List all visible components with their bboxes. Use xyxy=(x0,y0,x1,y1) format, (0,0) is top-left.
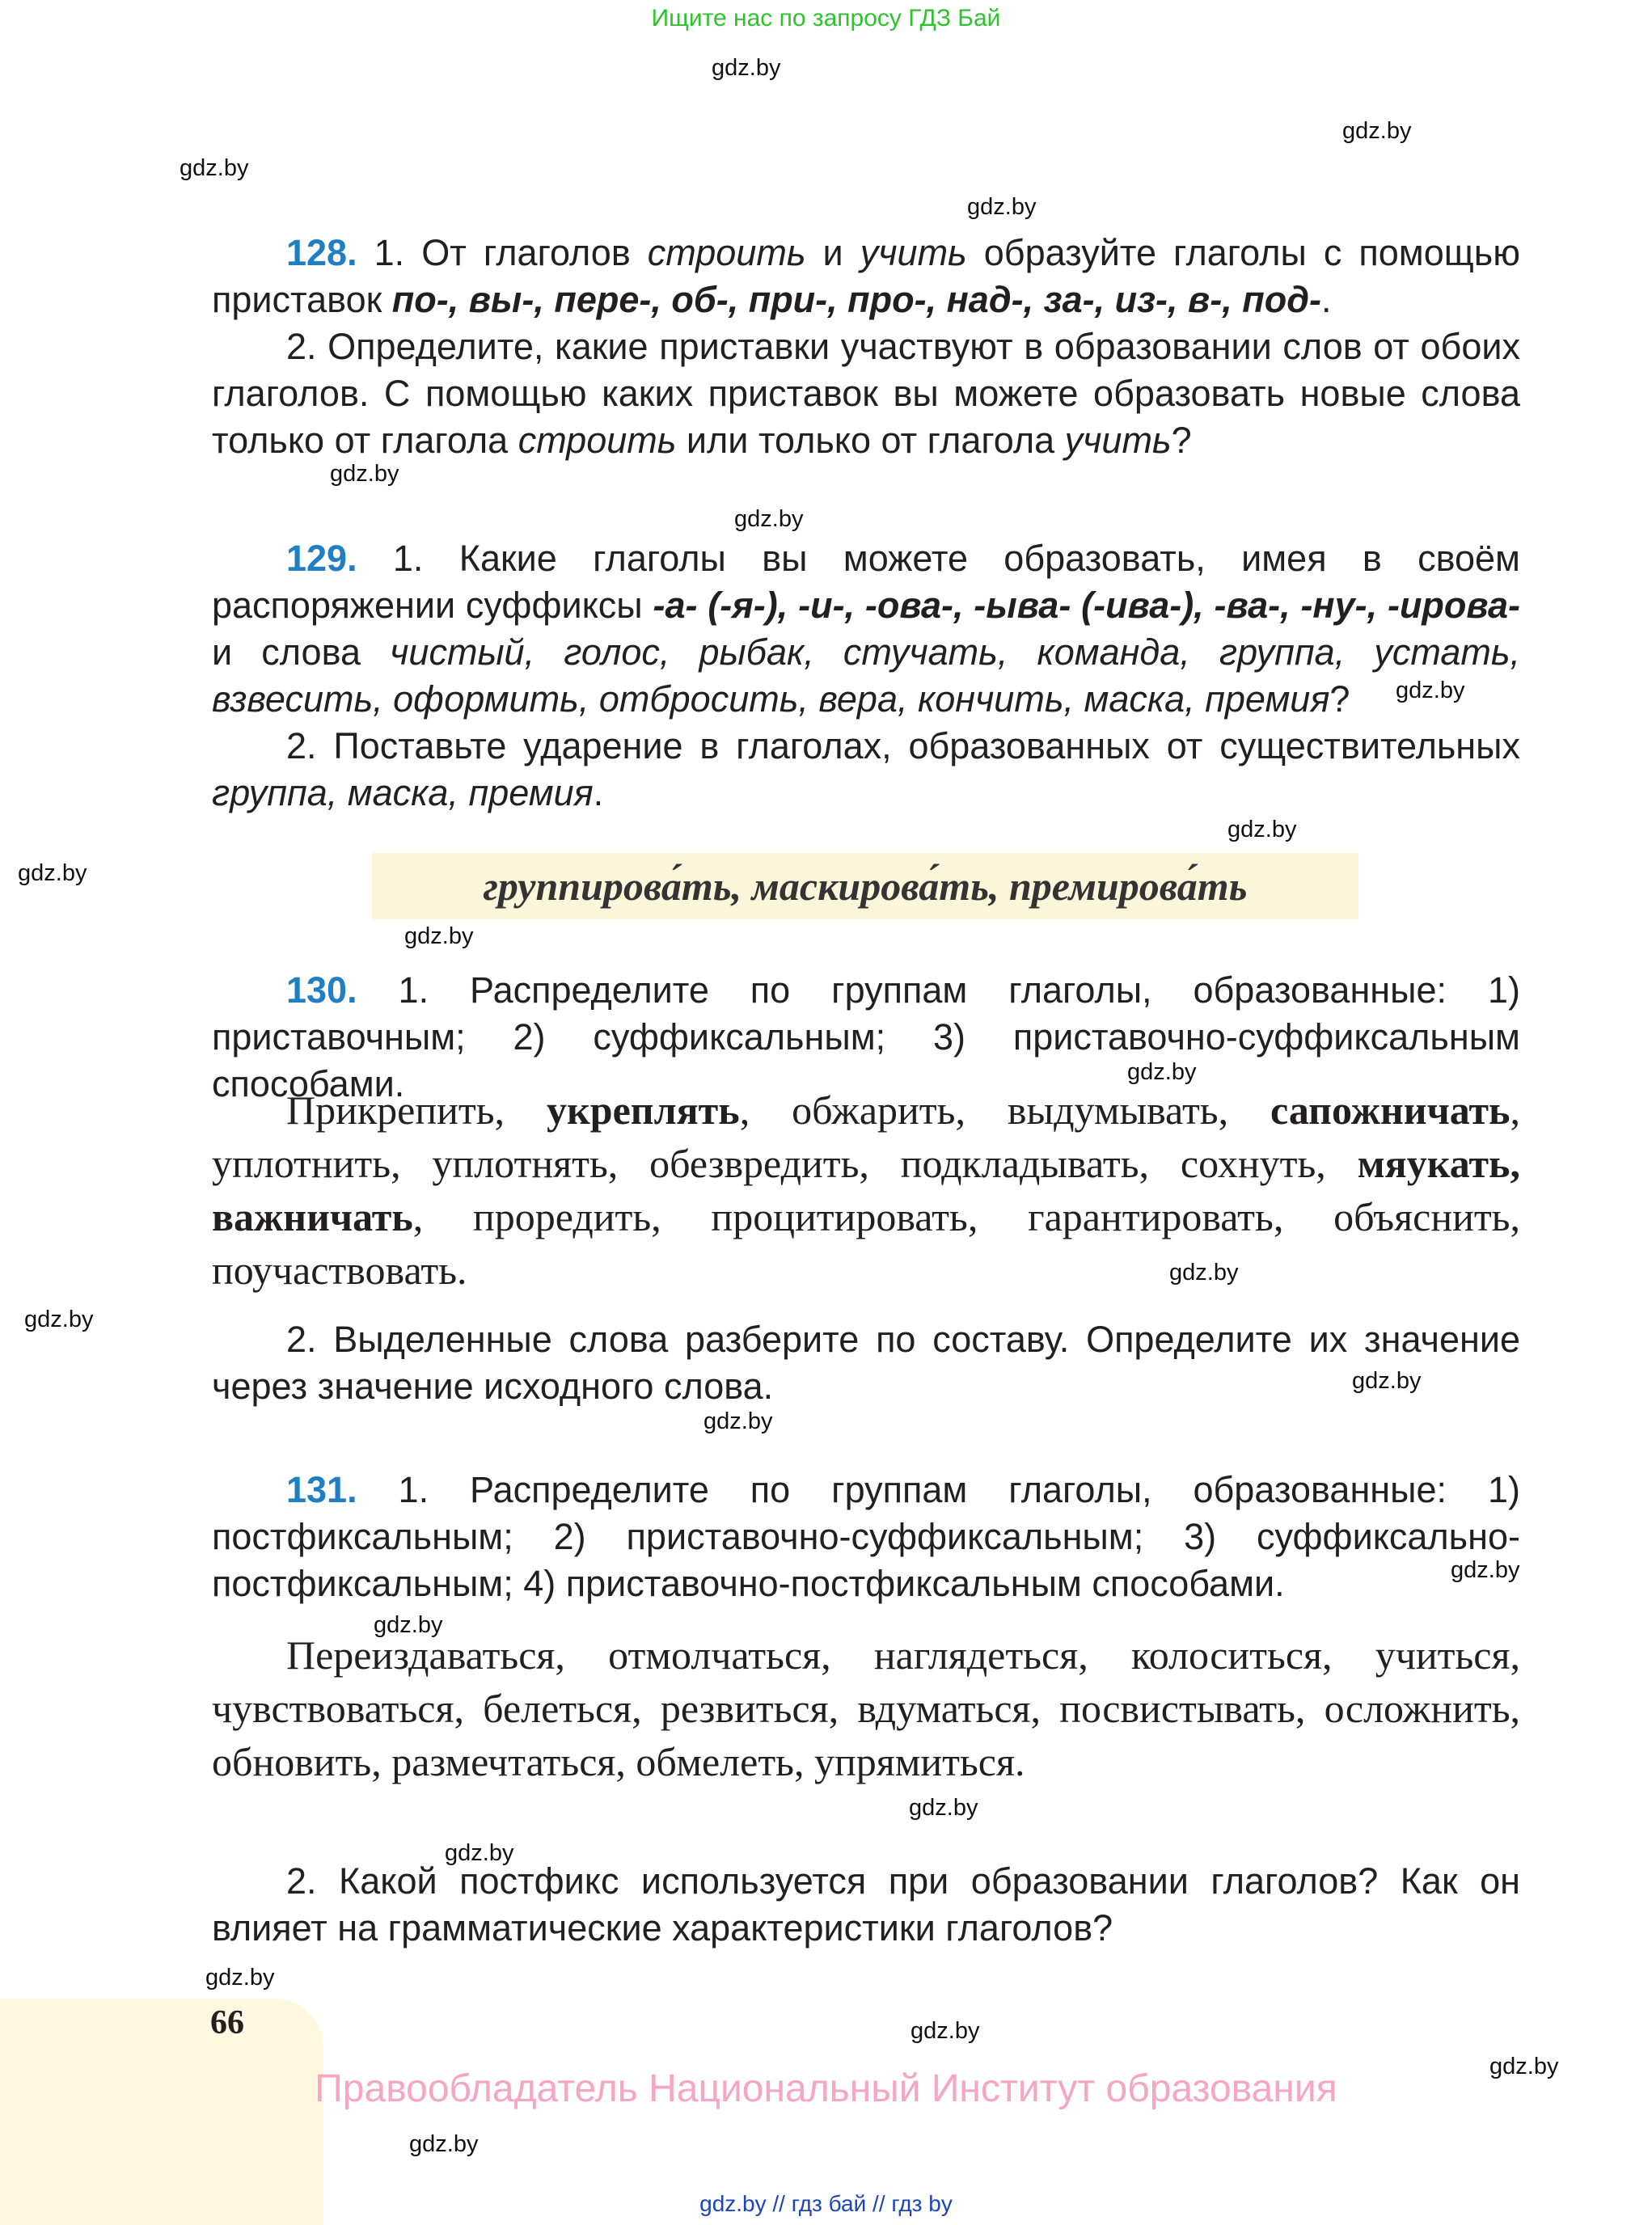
task-number: 129. xyxy=(286,538,357,579)
task-131-part-1 xyxy=(212,1467,1520,1607)
watermark: gdz.by xyxy=(911,2018,980,2044)
text: 2. Какой постфикс используется при образовании глаголов? Как он влияет на грамматические характеристики глаголов? xyxy=(212,1860,1520,1948)
highlighted-word: сапожничать xyxy=(1270,1087,1510,1133)
watermark: gdz.by xyxy=(24,1307,94,1332)
watermark: gdz.by xyxy=(1342,118,1412,144)
watermark: gdz.by xyxy=(205,1965,275,1991)
watermark: gdz.by xyxy=(734,506,804,532)
text: 2. Выделенные слова разберите по составу. Определите их значение через значение исходного слова. xyxy=(212,1319,1520,1407)
text: , уплотнить, уплотнять, обезвредить, подкладывать, сохнуть, xyxy=(212,1087,1520,1186)
watermark: gdz.by xyxy=(909,1795,978,1821)
task-number: 131. xyxy=(286,1469,357,1510)
text: 2. Поставьте ударение в глаголах, образованных от существительных xyxy=(286,725,1520,766)
text: , обжарить, выдумывать, xyxy=(739,1087,1271,1133)
text: 1. Распределите по группам глаголы, образованные: 1) приставочным; 2) суффиксальным; 3) приставочно-суффиксальным способами. xyxy=(212,969,1520,1104)
word-list xyxy=(212,1083,1520,1297)
page-number: 66 xyxy=(210,2004,244,2041)
prefix-list: по-, вы-, пере-, об-, при-, про-, над-, за-, из-, в-, под- xyxy=(391,279,1321,320)
text: или только от глагола xyxy=(676,420,1065,461)
italic-word: учить xyxy=(1064,420,1172,461)
text: 1. Какие глаголы вы можете образовать, имея в своём распоряжении суффиксы xyxy=(212,538,1520,626)
watermark: gdz.by xyxy=(330,461,399,487)
italic-word: строить xyxy=(518,420,677,461)
text: Прикрепить, xyxy=(286,1087,547,1133)
highlighted-word: укреплять xyxy=(546,1087,740,1133)
watermark: gdz.by xyxy=(1227,817,1297,842)
copyright-notice: Правообладатель Национальный Институт образования xyxy=(315,2067,1337,2110)
text: и xyxy=(805,232,860,273)
watermark: gdz.by xyxy=(1489,2054,1559,2079)
task-number: 128. xyxy=(286,232,357,273)
top-banner[interactable]: Ищите нас по запросу ГДЗ Бай xyxy=(651,5,1001,32)
text: , проредить, процитировать, гарантировать, объяснить, поучаствовать. xyxy=(212,1194,1520,1293)
watermark: gdz.by xyxy=(1451,1557,1520,1583)
watermark: gdz.by xyxy=(967,194,1037,220)
text: . xyxy=(593,772,604,813)
task-129-part-2 xyxy=(212,723,1520,817)
answer-box: группирова́ть, маскирова́ть, премирова́ть xyxy=(372,853,1358,919)
highlighted-word: мяукать, важничать xyxy=(212,1141,1520,1239)
word-list: чистый, голос, рыбак, стучать, команда, группа, устать, взвесить, оформить, отбросить, вера, кончить, маска, премия xyxy=(212,631,1521,720)
text: ? xyxy=(1171,420,1192,461)
text: . xyxy=(1321,279,1332,320)
task-131-word-list xyxy=(212,1628,1520,1788)
task-131-part-2 xyxy=(212,1858,1520,1952)
watermark: gdz.by xyxy=(18,860,87,886)
task-129 xyxy=(212,535,1520,817)
watermark: gdz.by xyxy=(180,155,249,181)
watermark: gdz.by xyxy=(409,2131,479,2157)
footer-links[interactable]: gdz.by // гдз бай // гдз by xyxy=(699,2191,953,2216)
task-number: 130. xyxy=(286,969,357,1011)
task-130-word-list xyxy=(212,1083,1520,1297)
watermark: gdz.by xyxy=(712,55,781,81)
text: ? xyxy=(1329,678,1350,720)
word-list: группа, маска, премия xyxy=(212,772,594,813)
task-128 xyxy=(212,230,1520,464)
watermark: gdz.by xyxy=(1396,678,1465,703)
task-131 xyxy=(212,1467,1520,1607)
task-129-part-1 xyxy=(212,535,1520,723)
text: 1. Распределите по группам глаголы, образованные: 1) постфиксальным; 2) приставочно-суффиксальным; 3) суффиксально-постфиксальным; 4) приставочно-постфиксальным способами. xyxy=(212,1469,1520,1604)
text: образуйте глаголы с помощью приставок xyxy=(212,232,1520,320)
watermark: gdz.by xyxy=(374,1612,443,1638)
watermark: gdz.by xyxy=(404,923,474,949)
task-130-part-2 xyxy=(212,1316,1520,1410)
italic-word: строить xyxy=(647,232,806,273)
word-list: Переиздаваться, отмолчаться, наглядеться, колоситься, учиться, чувствоваться, белеться, резвиться, вдуматься, посвистывать, осложнить, обновить, размечтаться, обмелеть, упрямиться. xyxy=(212,1632,1520,1784)
italic-word: учить xyxy=(860,232,967,273)
watermark: gdz.by xyxy=(1169,1260,1239,1286)
text: 1. От глаголов xyxy=(357,232,648,273)
task-128-part-1 xyxy=(212,230,1520,323)
text: 2. Определите, какие приставки участвуют в образовании слов от обоих глаголов. С помощью каких приставок вы можете образовать новые слова только от глагола xyxy=(212,326,1520,461)
task-128-part-2 xyxy=(212,323,1520,464)
text: и слова xyxy=(212,631,391,673)
watermark: gdz.by xyxy=(703,1408,773,1434)
watermark: gdz.by xyxy=(1352,1368,1422,1394)
watermark: gdz.by xyxy=(445,1840,514,1866)
watermark: gdz.by xyxy=(1127,1059,1197,1085)
suffix-list: -а- (-я-), -и-, -ова-, -ыва- (-ива-), -ва-, -ну-, -ирова- xyxy=(653,585,1521,626)
